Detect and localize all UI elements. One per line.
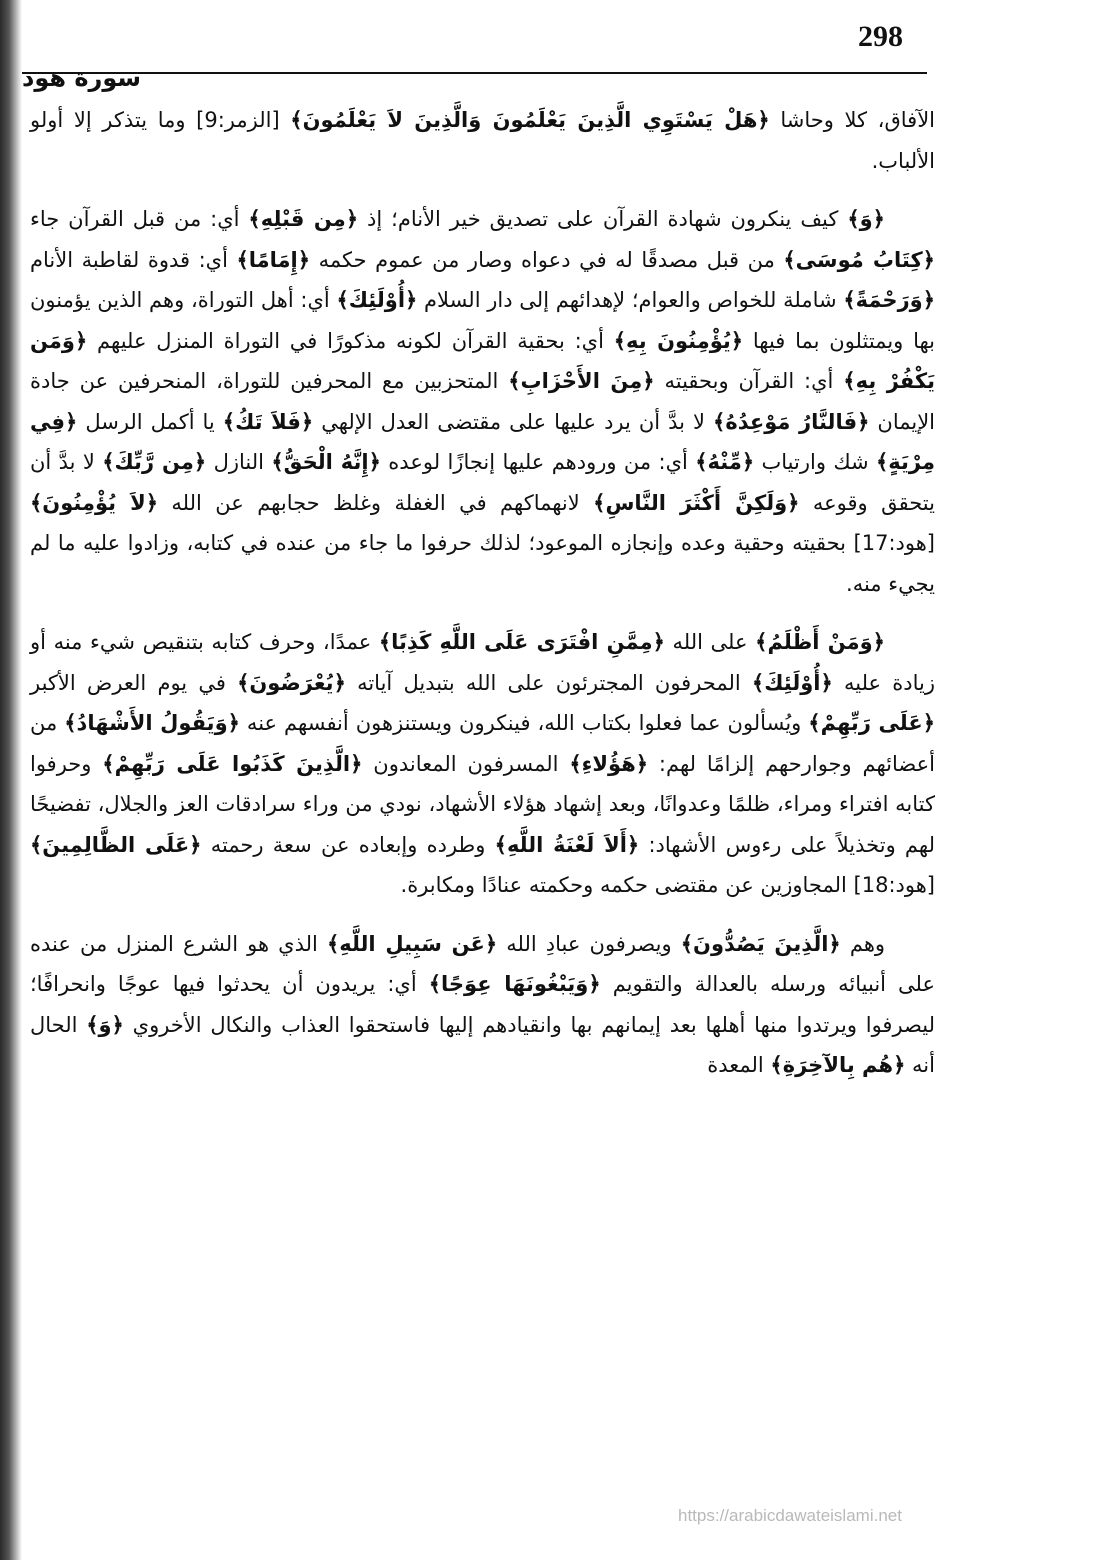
commentary-text: أي: القرآن وبحقيته: [654, 369, 844, 393]
quran-quote: ﴿مِن رَّبِّكَ﴾: [102, 450, 207, 474]
quran-quote: ﴿فَلاَ تَكُ﴾: [222, 409, 314, 434]
quran-quote: ﴿كِتَابُ مُوسَى﴾: [783, 247, 935, 272]
commentary-text: المعدة: [707, 1053, 771, 1077]
commentary-text: أي: يريدون أن يحدثوا فيها عوجًا وانحرافًا؛ ليصرفوا ويرتدوا منها أهلها بعد إيمانهم بها وانقيادهم إليها فاستحقوا العذاب والنكال الأخروي: [30, 972, 935, 1037]
quran-quote: ﴿عَلَى رَبِّهِمْ﴾: [808, 711, 936, 735]
commentary-text: عمدًا، وحرف كتابه بتنقيص شيء منه أو زيادة عليه: [30, 630, 935, 695]
commentary-text: وطرده وإبعاده عن سعة رحمته: [201, 832, 495, 857]
quran-quote: ﴿يُؤْمِنُونَ بِهِ﴾: [613, 328, 744, 353]
commentary-text: أي: من ورودهم عليها إنجازًا لوعده: [380, 450, 696, 474]
quran-quote: ﴿وَيَقُولُ الأَشْهَادُ﴾: [64, 711, 240, 735]
page-number: 298: [858, 20, 903, 53]
quran-quote: ﴿إِنَّهُ الْحَقُّ﴾: [271, 450, 381, 474]
watermark-url: https://arabicdawateislami.net: [678, 1506, 902, 1525]
commentary-text: وهم: [840, 931, 886, 956]
commentary-text: [هود:18] المجاوزين عن مقتضى حكمه وحكمته عنادًا ومكابرة.: [400, 873, 935, 897]
commentary-text: الذي هو الشرع المنزل من عنده على أنبيائه ورسله بالعدالة والتقويم: [30, 931, 935, 996]
commentary-text: لا بدَّ أن يتحقق وقوعه: [30, 450, 935, 515]
quran-quote: ﴿إِمَامًا﴾: [236, 247, 311, 272]
page-edge-shadow: [0, 0, 22, 1560]
commentary-text: من قبل مصدقًا له في دعواه وصار من عموم حكمه: [310, 247, 784, 272]
commentary-text: وحرفوا كتابه افتراء ومراء، ظلمًا وعدوانًا، وبعد إشهاد هؤلاء الأشهاد، نودي من وراء سرادقات العز والجلال، تفضيحًا لهم وتخذيلاً على رءوس الأشهاد:: [30, 751, 935, 857]
quran-quote: ﴿مِن قَبْلِهِ﴾: [248, 207, 359, 231]
commentary-text: النازل: [206, 450, 272, 474]
quran-quote: ﴿الَّذِينَ يَصُدُّونَ﴾: [680, 931, 841, 956]
quran-quote: ﴿وَ﴾: [847, 207, 885, 231]
commentary-text: أي: من قبل القرآن جاء: [30, 207, 249, 231]
commentary-text: أي: قدوة لقاطبة الأنام: [30, 247, 237, 272]
paragraph: [30, 622, 935, 906]
quran-quote: ﴿وَلَكِنَّ أَكْثَرَ النَّاسِ﴾: [593, 490, 800, 515]
commentary-text: أي: أهل التوراة، وهم الذين يؤمنون بها ويمتثلون بما فيها: [30, 288, 936, 353]
commentary-text: من أعضائهم وجوارحهم إلزامًا لهم:: [30, 711, 935, 776]
paragraph: [30, 100, 935, 181]
quran-quote: ﴿الَّذِينَ كَذَبُوا عَلَى رَبِّهِمْ﴾: [102, 751, 363, 776]
quran-quote: ﴿هَؤُلاءِ﴾: [569, 751, 649, 776]
quran-quote: ﴿يُعْرَضُونَ﴾: [237, 670, 346, 695]
commentary-text: يا أكمل الرسل: [77, 409, 223, 434]
quran-quote: ﴿وَ﴾: [86, 1012, 124, 1037]
quran-quote: ﴿مِّنْهُ﴾: [695, 450, 755, 474]
commentary-text: [الزمر:9] وما يتذكر إلا أولو الألباب.: [30, 108, 935, 173]
quran-quote: ﴿وَمَنْ أَظْلَمُ﴾: [755, 630, 885, 654]
paragraph: [30, 199, 935, 604]
quran-quote: ﴿مِمَّنِ افْتَرَى عَلَى اللَّهِ كَذِبًا﴾: [378, 630, 665, 654]
paragraph: [30, 924, 935, 1086]
commentary-text: كيف ينكرون شهادة القرآن على تصديق خير الأنام؛ إذ: [358, 207, 848, 231]
commentary-text: ويُسألون عما فعلوا بكتاب الله، فينكرون ويستنزهون أنفسهم عنه: [239, 711, 809, 735]
quran-quote: ﴿وَمَن يَكْفُرْ بِهِ﴾: [30, 328, 935, 393]
commentary-text: ويصرفون عبادِ الله: [497, 931, 681, 956]
quran-quote: ﴿أَلاَ لَعْنَةُ اللَّهِ﴾: [494, 832, 640, 857]
quran-quote: ﴿هُم بِالآخِرَةِ﴾: [770, 1053, 906, 1077]
quran-quote: ﴿عَن سَبِيلِ اللَّهِ﴾: [326, 931, 498, 956]
header-divider: [22, 72, 927, 74]
commentary-text: المسرفون المعاندون: [362, 751, 570, 776]
quran-quote: ﴿وَرَحْمَةً﴾: [843, 288, 936, 312]
commentary-text: الحال أنه: [30, 1012, 935, 1077]
commentary-text: لا بدَّ أن يرد عليها على مقتضى العدل الإلهي: [313, 409, 714, 434]
quran-quote: ﴿أُوْلَئِكَ﴾: [336, 288, 418, 312]
commentary-text: شك وارتياب: [754, 450, 876, 474]
quran-quote: ﴿هَلْ يَسْتَوِي الَّذِينَ يَعْلَمُونَ وَالَّذِينَ لاَ يَعْلَمُونَ﴾: [290, 108, 770, 132]
page-body: [30, 100, 935, 1480]
quran-quote: ﴿أُوْلَئِكَ﴾: [751, 670, 833, 695]
quran-quote: ﴿فِي مِرْيَةٍ﴾: [30, 409, 935, 474]
commentary-text: المتحزبين مع المحرفين للتوراة، المنحرفين عن جادة الإيمان: [30, 369, 936, 434]
quran-quote: ﴿مِنَ الأَحْزَابِ﴾: [508, 369, 655, 393]
quran-quote: ﴿عَلَى الظَّالِمِينَ﴾: [30, 832, 202, 857]
commentary-text: شاملة للخواص والعوام؛ لإهدائهم إلى دار السلام: [417, 288, 844, 312]
quran-quote: ﴿لاَ يُؤْمِنُونَ﴾: [30, 490, 159, 515]
commentary-text: الآفاق، كلا وحاشا: [769, 108, 936, 132]
commentary-text: أي: بحقية القرآن لكونه مذكورًا في التوراة المنزل عليهم: [87, 328, 614, 353]
quran-quote: ﴿فَالنَّارُ مَوْعِدُهُ﴾: [713, 409, 870, 434]
commentary-text: [هود:17] بحقيته وحقية وعده وإنجازه الموعود؛ لذلك حرفوا ما جاء من عنده في كتابه، وزادوا عليه ما لم يجيء منه.: [30, 531, 935, 596]
surah-title: سورة هود: [22, 64, 141, 92]
quran-quote: ﴿وَيَبْغُونَهَا عِوَجًا﴾: [428, 972, 601, 996]
commentary-text: المحرفون المجترئون على الله بتبديل آياته: [345, 670, 752, 695]
commentary-text: على الله: [664, 630, 756, 654]
commentary-text: لانهماكهم في الغفلة وغلظ حجابهم عن الله: [158, 490, 594, 515]
commentary-text: في يوم العرض الأكبر: [30, 670, 238, 695]
